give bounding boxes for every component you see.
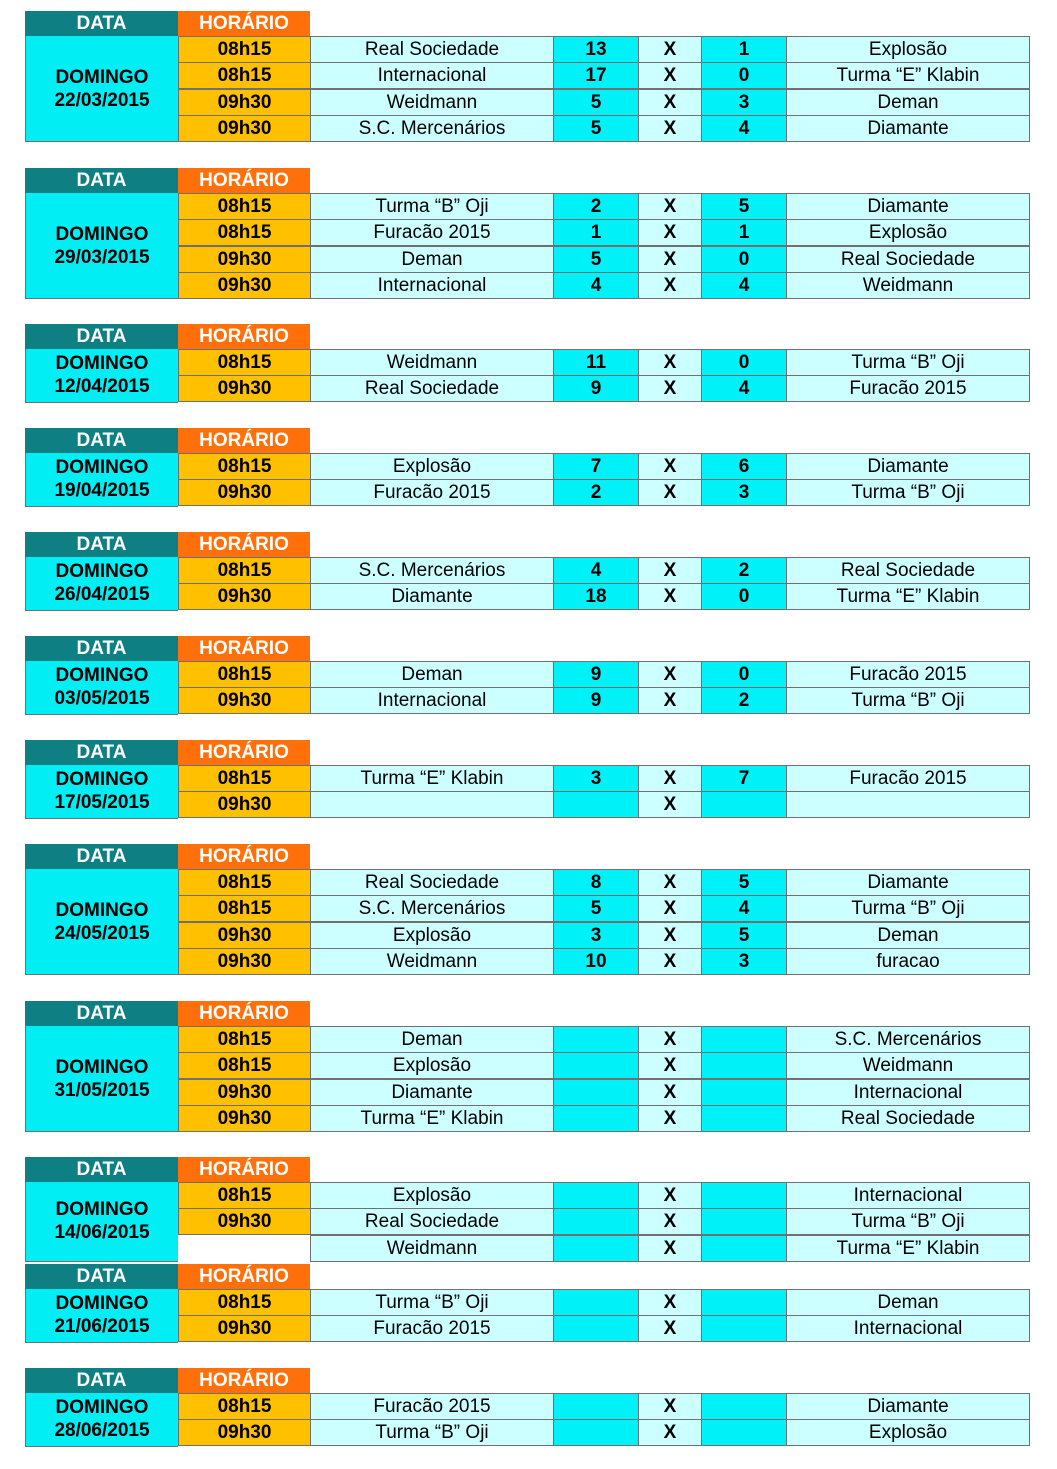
home-team: Furacão 2015	[310, 219, 554, 246]
home-score	[553, 1393, 639, 1420]
away-score: 1	[701, 36, 787, 63]
versus-separator: X	[638, 1289, 702, 1316]
date-cell	[25, 661, 178, 715]
versus-separator: X	[638, 349, 702, 376]
away-score: 0	[701, 583, 787, 610]
home-score	[553, 1208, 639, 1235]
home-team: Deman	[310, 661, 554, 688]
versus-separator: X	[638, 115, 702, 142]
away-team: Explosão	[786, 1419, 1030, 1446]
home-team: Turma “B” Oji	[310, 193, 554, 220]
versus-separator: X	[638, 869, 702, 896]
match-time: 09h30	[178, 115, 311, 142]
day-label: DOMINGO	[55, 561, 149, 583]
home-team: Weidmann	[310, 948, 554, 975]
header-data: DATA	[25, 168, 178, 193]
match-time: 08h15	[178, 557, 311, 584]
home-team: Turma “E” Klabin	[310, 1105, 554, 1132]
versus-separator: X	[638, 1393, 702, 1420]
header-data: DATA	[25, 1001, 178, 1026]
match-time: 08h15	[178, 349, 311, 376]
versus-separator: X	[638, 583, 702, 610]
versus-separator: X	[638, 1182, 702, 1209]
away-team: Explosão	[786, 219, 1030, 246]
away-score: 6	[701, 453, 787, 480]
home-team: Weidmann	[310, 89, 554, 116]
home-score: 13	[553, 36, 639, 63]
day-label: DOMINGO	[55, 1056, 149, 1078]
match-time: 09h30	[178, 583, 311, 610]
match-time: 08h15	[178, 661, 311, 688]
match-time: 09h30	[178, 1105, 311, 1132]
away-score: 5	[701, 193, 787, 220]
versus-separator: X	[638, 62, 702, 89]
away-team: Diamante	[786, 1393, 1030, 1420]
date-label: 12/04/2015	[54, 376, 150, 398]
away-team: Internacional	[786, 1182, 1030, 1209]
away-team: Diamante	[786, 193, 1030, 220]
versus-separator: X	[638, 36, 702, 63]
away-team: Diamante	[786, 115, 1030, 142]
header-horario: HORÁRIO	[178, 11, 310, 36]
match-time: 08h15	[178, 895, 311, 922]
away-team	[786, 791, 1030, 818]
date-label: 22/03/2015	[54, 89, 150, 111]
match-time: 09h30	[178, 375, 311, 402]
date-cell	[25, 453, 178, 507]
header-data: DATA	[25, 428, 178, 453]
match-time: 09h30	[178, 272, 311, 299]
header-data: DATA	[25, 324, 178, 349]
home-score	[553, 1289, 639, 1316]
away-team: Turma “E” Klabin	[786, 583, 1030, 610]
home-score	[553, 791, 639, 818]
home-team: Deman	[310, 246, 554, 273]
away-team: Diamante	[786, 869, 1030, 896]
versus-separator: X	[638, 1208, 702, 1235]
date-label: 17/05/2015	[54, 792, 150, 814]
away-score: 1	[701, 219, 787, 246]
versus-separator: X	[638, 557, 702, 584]
home-team: S.C. Mercenários	[310, 895, 554, 922]
match-time: 09h30	[178, 246, 311, 273]
match-time: 09h30	[178, 1079, 311, 1106]
away-score: 0	[701, 62, 787, 89]
away-score: 4	[701, 115, 787, 142]
date-cell	[25, 1026, 178, 1132]
away-score: 4	[701, 375, 787, 402]
header-horario: HORÁRIO	[178, 1157, 310, 1182]
home-team: Weidmann	[310, 349, 554, 376]
away-score: 5	[701, 922, 787, 949]
home-team: Internacional	[310, 687, 554, 714]
home-score: 10	[553, 948, 639, 975]
date-label: 29/03/2015	[54, 246, 150, 268]
date-cell	[25, 1182, 178, 1262]
date-label: 03/05/2015	[54, 688, 150, 710]
header-horario: HORÁRIO	[178, 1368, 310, 1393]
match-time: 08h15	[178, 1289, 311, 1316]
home-score: 11	[553, 349, 639, 376]
header-data: DATA	[25, 1157, 178, 1182]
header-data: DATA	[25, 740, 178, 765]
away-team: Furacão 2015	[786, 375, 1030, 402]
match-time: 08h15	[178, 765, 311, 792]
day-label: DOMINGO	[55, 1199, 149, 1221]
home-score: 18	[553, 583, 639, 610]
home-score	[553, 1315, 639, 1342]
home-score: 2	[553, 193, 639, 220]
away-team: Deman	[786, 922, 1030, 949]
home-score: 9	[553, 687, 639, 714]
home-score: 5	[553, 115, 639, 142]
day-label: DOMINGO	[55, 457, 149, 479]
away-score: 3	[701, 89, 787, 116]
away-score: 4	[701, 272, 787, 299]
header-data: DATA	[25, 532, 178, 557]
home-score	[553, 1182, 639, 1209]
date-label: 21/06/2015	[54, 1316, 150, 1338]
versus-separator: X	[638, 791, 702, 818]
away-team: Internacional	[786, 1079, 1030, 1106]
date-label: 19/04/2015	[54, 480, 150, 502]
header-data: DATA	[25, 1264, 178, 1289]
match-time: 08h15	[178, 62, 311, 89]
home-score	[553, 1105, 639, 1132]
home-score: 5	[553, 89, 639, 116]
versus-separator: X	[638, 895, 702, 922]
away-team: Deman	[786, 1289, 1030, 1316]
header-horario: HORÁRIO	[178, 844, 310, 869]
away-team: Explosão	[786, 36, 1030, 63]
versus-separator: X	[638, 922, 702, 949]
home-score	[553, 1026, 639, 1053]
header-horario: HORÁRIO	[178, 1001, 310, 1026]
away-team: Furacão 2015	[786, 661, 1030, 688]
match-time: 09h30	[178, 89, 311, 116]
date-cell	[25, 349, 178, 403]
away-score	[701, 791, 787, 818]
match-time: 09h30	[178, 1208, 311, 1235]
header-horario: HORÁRIO	[178, 532, 310, 557]
away-score: 3	[701, 948, 787, 975]
away-team: Deman	[786, 89, 1030, 116]
away-team: Turma “B” Oji	[786, 687, 1030, 714]
away-score: 4	[701, 895, 787, 922]
home-score	[553, 1235, 639, 1262]
header-data: DATA	[25, 11, 178, 36]
date-cell	[25, 557, 178, 611]
versus-separator: X	[638, 687, 702, 714]
day-label: DOMINGO	[55, 665, 149, 687]
versus-separator: X	[638, 89, 702, 116]
date-label: 14/06/2015	[54, 1222, 150, 1244]
versus-separator: X	[638, 219, 702, 246]
home-score	[553, 1419, 639, 1446]
home-team: Furacão 2015	[310, 1393, 554, 1420]
home-team: Deman	[310, 1026, 554, 1053]
home-score: 4	[553, 272, 639, 299]
away-team: Weidmann	[786, 272, 1030, 299]
match-time: 08h15	[178, 869, 311, 896]
match-time: 08h15	[178, 36, 311, 63]
away-team: Weidmann	[786, 1052, 1030, 1079]
away-score: 2	[701, 557, 787, 584]
match-time: 08h15	[178, 1026, 311, 1053]
date-cell	[25, 1289, 178, 1343]
home-team: Real Sociedade	[310, 36, 554, 63]
away-score	[701, 1235, 787, 1262]
home-team: Explosão	[310, 1052, 554, 1079]
versus-separator: X	[638, 479, 702, 506]
match-time: 09h30	[178, 687, 311, 714]
header-horario: HORÁRIO	[178, 740, 310, 765]
home-score	[553, 1079, 639, 1106]
versus-separator: X	[638, 246, 702, 273]
versus-separator: X	[638, 375, 702, 402]
home-team: Explosão	[310, 922, 554, 949]
home-score: 9	[553, 375, 639, 402]
versus-separator: X	[638, 1235, 702, 1262]
date-label: 31/05/2015	[54, 1079, 150, 1101]
versus-separator: X	[638, 1079, 702, 1106]
versus-separator: X	[638, 1052, 702, 1079]
header-horario: HORÁRIO	[178, 636, 310, 661]
match-time: 08h15	[178, 219, 311, 246]
away-team: Real Sociedade	[786, 557, 1030, 584]
home-team: Internacional	[310, 272, 554, 299]
day-label: DOMINGO	[55, 1397, 149, 1419]
home-team: Explosão	[310, 453, 554, 480]
header-horario: HORÁRIO	[178, 324, 310, 349]
away-score: 7	[701, 765, 787, 792]
home-team: Diamante	[310, 583, 554, 610]
day-label: DOMINGO	[55, 1293, 149, 1315]
away-score: 3	[701, 479, 787, 506]
versus-separator: X	[638, 1105, 702, 1132]
versus-separator: X	[638, 1419, 702, 1446]
away-score: 2	[701, 687, 787, 714]
away-score	[701, 1182, 787, 1209]
header-horario: HORÁRIO	[178, 1264, 310, 1289]
away-score: 0	[701, 246, 787, 273]
match-time: 08h15	[178, 1182, 311, 1209]
away-score	[701, 1208, 787, 1235]
date-cell	[25, 193, 178, 299]
away-team: Internacional	[786, 1315, 1030, 1342]
away-score	[701, 1289, 787, 1316]
away-team: Turma “B” Oji	[786, 479, 1030, 506]
header-data: DATA	[25, 844, 178, 869]
date-cell	[25, 765, 178, 819]
versus-separator: X	[638, 1026, 702, 1053]
match-time: 09h30	[178, 1315, 311, 1342]
home-score: 3	[553, 765, 639, 792]
match-time: 08h15	[178, 193, 311, 220]
day-label: DOMINGO	[55, 899, 149, 921]
away-score	[701, 1079, 787, 1106]
home-team: Turma “B” Oji	[310, 1419, 554, 1446]
away-score: 0	[701, 661, 787, 688]
day-label: DOMINGO	[55, 223, 149, 245]
away-score: 5	[701, 869, 787, 896]
versus-separator: X	[638, 661, 702, 688]
home-score: 9	[553, 661, 639, 688]
home-team	[310, 791, 554, 818]
home-team: S.C. Mercenários	[310, 557, 554, 584]
away-team: S.C. Mercenários	[786, 1026, 1030, 1053]
date-cell	[25, 869, 178, 975]
header-data: DATA	[25, 1368, 178, 1393]
versus-separator: X	[638, 272, 702, 299]
away-score	[701, 1052, 787, 1079]
home-team: Explosão	[310, 1182, 554, 1209]
away-team: Turma “B” Oji	[786, 349, 1030, 376]
away-team: Real Sociedade	[786, 1105, 1030, 1132]
header-horario: HORÁRIO	[178, 428, 310, 453]
away-team: Turma “E” Klabin	[786, 1235, 1030, 1262]
match-time: 09h30	[178, 948, 311, 975]
date-label: 26/04/2015	[54, 584, 150, 606]
date-label: 28/06/2015	[54, 1420, 150, 1442]
match-time: 09h30	[178, 1419, 311, 1446]
away-team: Furacão 2015	[786, 765, 1030, 792]
home-score: 4	[553, 557, 639, 584]
home-score: 17	[553, 62, 639, 89]
match-time: 08h15	[178, 1052, 311, 1079]
away-score	[701, 1026, 787, 1053]
away-team: Diamante	[786, 453, 1030, 480]
away-score: 0	[701, 349, 787, 376]
away-score	[701, 1393, 787, 1420]
home-team: Furacão 2015	[310, 1315, 554, 1342]
match-time: 09h30	[178, 479, 311, 506]
date-label: 24/05/2015	[54, 922, 150, 944]
home-team: Real Sociedade	[310, 1208, 554, 1235]
date-cell	[25, 36, 178, 142]
day-label: DOMINGO	[55, 66, 149, 88]
away-score	[701, 1105, 787, 1132]
day-label: DOMINGO	[55, 353, 149, 375]
home-score: 1	[553, 219, 639, 246]
home-score: 7	[553, 453, 639, 480]
away-score	[701, 1315, 787, 1342]
versus-separator: X	[638, 948, 702, 975]
match-time: 08h15	[178, 1393, 311, 1420]
day-label: DOMINGO	[55, 769, 149, 791]
header-horario: HORÁRIO	[178, 168, 310, 193]
away-score	[701, 1419, 787, 1446]
home-score: 8	[553, 869, 639, 896]
home-team: Furacão 2015	[310, 479, 554, 506]
home-team: Diamante	[310, 1079, 554, 1106]
match-time: 08h15	[178, 453, 311, 480]
away-team: furacao	[786, 948, 1030, 975]
match-time: 09h30	[178, 791, 311, 818]
versus-separator: X	[638, 765, 702, 792]
header-data: DATA	[25, 636, 178, 661]
home-team: Turma “B” Oji	[310, 1289, 554, 1316]
home-team: S.C. Mercenários	[310, 115, 554, 142]
home-score	[553, 1052, 639, 1079]
home-team: Real Sociedade	[310, 375, 554, 402]
home-team: Real Sociedade	[310, 869, 554, 896]
date-cell	[25, 1393, 178, 1447]
home-score: 2	[553, 479, 639, 506]
away-team: Turma “B” Oji	[786, 895, 1030, 922]
versus-separator: X	[638, 453, 702, 480]
versus-separator: X	[638, 1315, 702, 1342]
home-team: Internacional	[310, 62, 554, 89]
home-score: 5	[553, 895, 639, 922]
home-team: Weidmann	[310, 1235, 554, 1262]
away-team: Turma “E” Klabin	[786, 62, 1030, 89]
versus-separator: X	[638, 193, 702, 220]
match-time: 09h30	[178, 922, 311, 949]
home-team: Turma “E” Klabin	[310, 765, 554, 792]
home-score: 3	[553, 922, 639, 949]
home-score: 5	[553, 246, 639, 273]
away-team: Turma “B” Oji	[786, 1208, 1030, 1235]
away-team: Real Sociedade	[786, 246, 1030, 273]
